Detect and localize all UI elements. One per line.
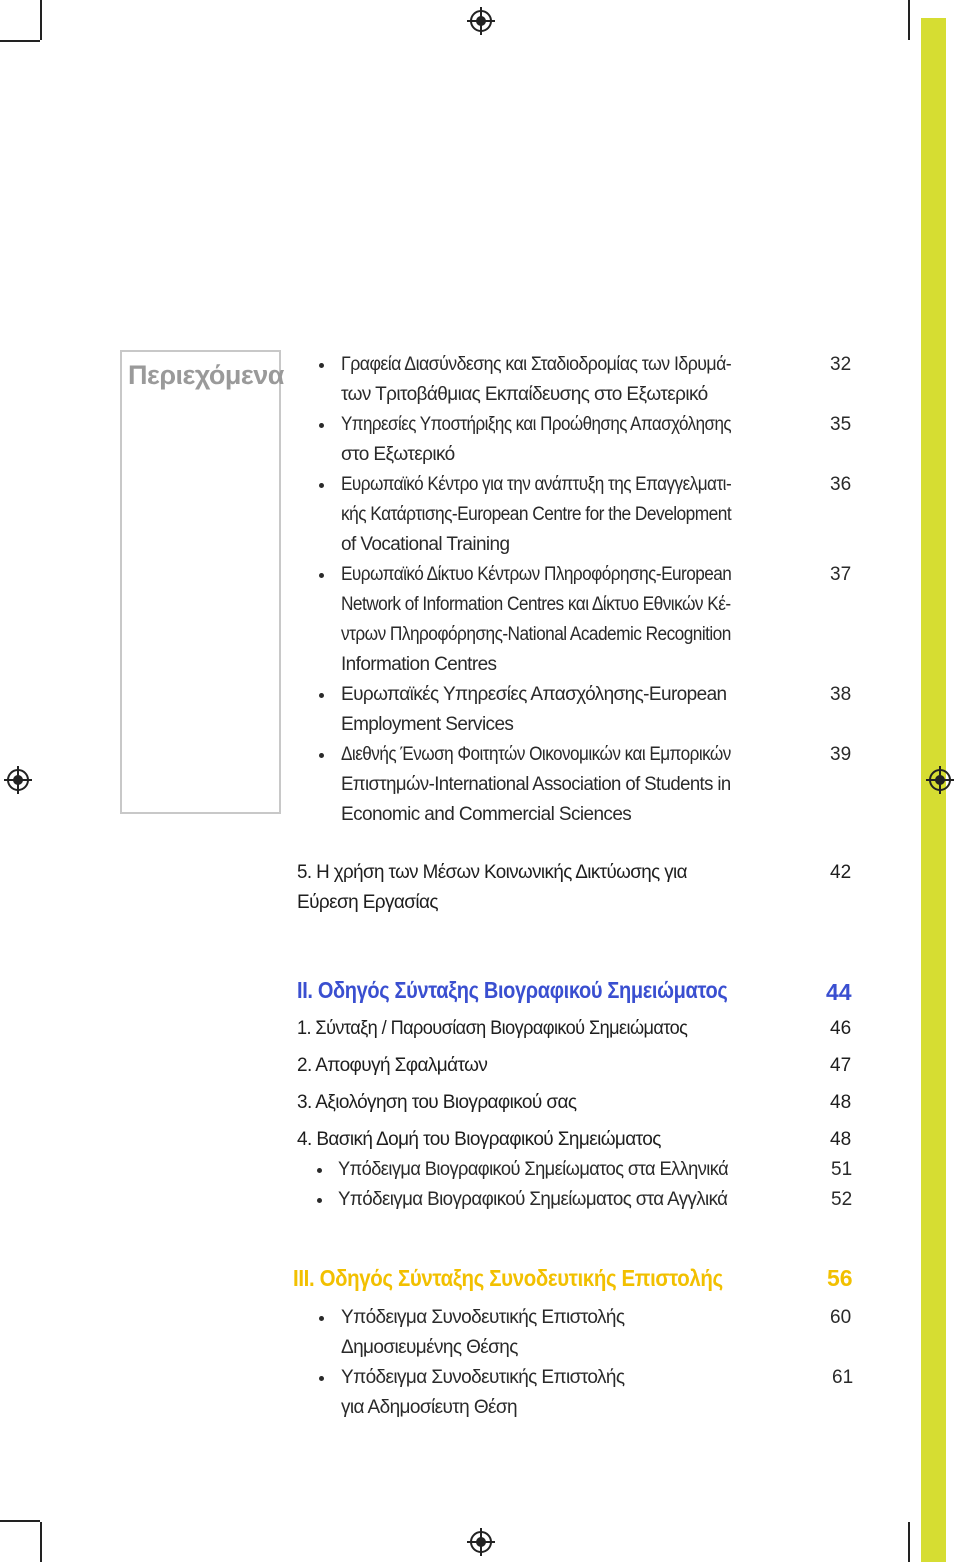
toc-line: Ευρωπαϊκές Υπηρεσίες Απασχόλησης-European bbox=[341, 684, 727, 705]
toc-line: of Vocational Training bbox=[341, 534, 510, 555]
crop-mark-icon bbox=[0, 40, 40, 42]
crop-mark-icon bbox=[908, 1522, 910, 1562]
page-number: 60 bbox=[830, 1307, 852, 1328]
page-number: 38 bbox=[830, 684, 852, 705]
bullet-icon bbox=[319, 1316, 324, 1321]
section-heading: II. Οδηγός Σύνταξης Βιογραφικού Σημειώματος bbox=[297, 977, 728, 1003]
bullet-icon bbox=[317, 1198, 322, 1203]
page-number: 44 bbox=[826, 979, 852, 1005]
toc-line: Εύρεση Εργασίας bbox=[297, 892, 438, 913]
page-number: 48 bbox=[830, 1092, 852, 1113]
page-number: 37 bbox=[830, 564, 852, 585]
registration-mark-icon bbox=[926, 766, 954, 794]
page-number: 61 bbox=[832, 1367, 854, 1388]
toc-line: 3. Αξιολόγηση του Βιογραφικού σας bbox=[297, 1092, 577, 1113]
crop-mark-icon bbox=[908, 0, 910, 40]
page-number: 42 bbox=[830, 862, 852, 883]
toc-line: στο Εξωτερικό bbox=[341, 444, 455, 465]
toc-line: Γραφεία Διασύνδεσης και Σταδιοδρομίας των Ιδρυμά- bbox=[341, 354, 732, 375]
toc-line: Υπόδειγμα Βιογραφικού Σημείωματος στα Αγγλικά bbox=[338, 1189, 728, 1210]
toc-line: των Τριτοβάθμιας Εκπαίδευσης στο Εξωτερικό bbox=[341, 384, 708, 405]
bullet-icon bbox=[317, 1168, 322, 1173]
contents-title-box bbox=[120, 350, 284, 814]
page-number: 39 bbox=[830, 744, 852, 765]
toc-line: Διεθνής Ένωση Φοιτητών Οικονομικών και Εμπορικών bbox=[341, 744, 731, 765]
page-number: 46 bbox=[830, 1018, 852, 1039]
page-number: 52 bbox=[831, 1189, 853, 1210]
toc-line: Employment Services bbox=[341, 714, 514, 735]
crop-mark-icon bbox=[40, 0, 42, 40]
toc-line: Information Centres bbox=[341, 654, 497, 675]
registration-mark-icon bbox=[467, 7, 495, 35]
page-title: Περιεχόμενα bbox=[128, 360, 284, 390]
toc-line: Economic and Commercial Sciences bbox=[341, 804, 632, 825]
toc-line: Υπόδειγμα Συνοδευτικής Επιστολής bbox=[341, 1307, 625, 1328]
page-number: 32 bbox=[830, 354, 852, 375]
toc-line: 1. Σύνταξη / Παρουσίαση Βιογραφικού Σημειώματος bbox=[297, 1018, 688, 1039]
toc-line: 5. Η χρήση των Μέσων Κοινωνικής Δικτύωσης για bbox=[297, 862, 687, 883]
toc-line: ντρων Πληροφόρησης-National Academic Recognition bbox=[341, 624, 731, 645]
bullet-icon bbox=[319, 363, 324, 368]
toc-line: κής Κατάρτισης-European Centre for the Development bbox=[341, 504, 732, 525]
page-number: 48 bbox=[830, 1129, 852, 1150]
crop-mark-icon bbox=[40, 1522, 42, 1562]
toc-line: Υπόδειγμα Συνοδευτικής Επιστολής bbox=[341, 1367, 625, 1388]
bullet-icon bbox=[319, 693, 324, 698]
toc-line: Δημοσιευμένης Θέσης bbox=[341, 1337, 518, 1358]
bullet-icon bbox=[319, 1376, 324, 1381]
toc-line: Network of Information Centres και Δίκτυο Εθνικών Κέ- bbox=[341, 594, 731, 615]
section-heading: III. Οδηγός Σύνταξης Συνοδευτικής Επιστολής bbox=[293, 1265, 723, 1291]
toc-line: 2. Αποφυγή Σφαλμάτων bbox=[297, 1055, 488, 1076]
registration-mark-icon bbox=[4, 766, 32, 794]
toc-line: Ευρωπαϊκό Κέντρο για την ανάπτυξη της Επαγγελματι- bbox=[341, 474, 732, 495]
toc-line: Ευρωπαϊκό Δίκτυο Κέντρων Πληροφόρησης-European bbox=[341, 564, 732, 585]
bullet-icon bbox=[319, 423, 324, 428]
page-number: 51 bbox=[831, 1159, 853, 1180]
toc-line: Επιστημών-International Association of Students in bbox=[341, 774, 731, 795]
toc-line: Υπηρεσίες Υποστήριξης και Προώθησης Απασχόλησης bbox=[341, 414, 732, 435]
page-number: 35 bbox=[830, 414, 852, 435]
page-number: 47 bbox=[830, 1055, 852, 1076]
toc-line: για Αδημοσίευτη Θέση bbox=[341, 1397, 517, 1418]
page-number: 36 bbox=[830, 474, 852, 495]
bullet-icon bbox=[319, 573, 324, 578]
toc-line: Υπόδειγμα Βιογραφικού Σημείωματος στα Ελληνικά bbox=[338, 1159, 729, 1180]
bullet-icon bbox=[319, 483, 324, 488]
page-number: 56 bbox=[827, 1265, 853, 1291]
registration-mark-icon bbox=[467, 1528, 495, 1556]
toc-line: 4. Βασική Δομή του Βιογραφικού Σημειώματος bbox=[297, 1129, 661, 1150]
crop-mark-icon bbox=[0, 1520, 40, 1522]
bullet-icon bbox=[319, 753, 324, 758]
